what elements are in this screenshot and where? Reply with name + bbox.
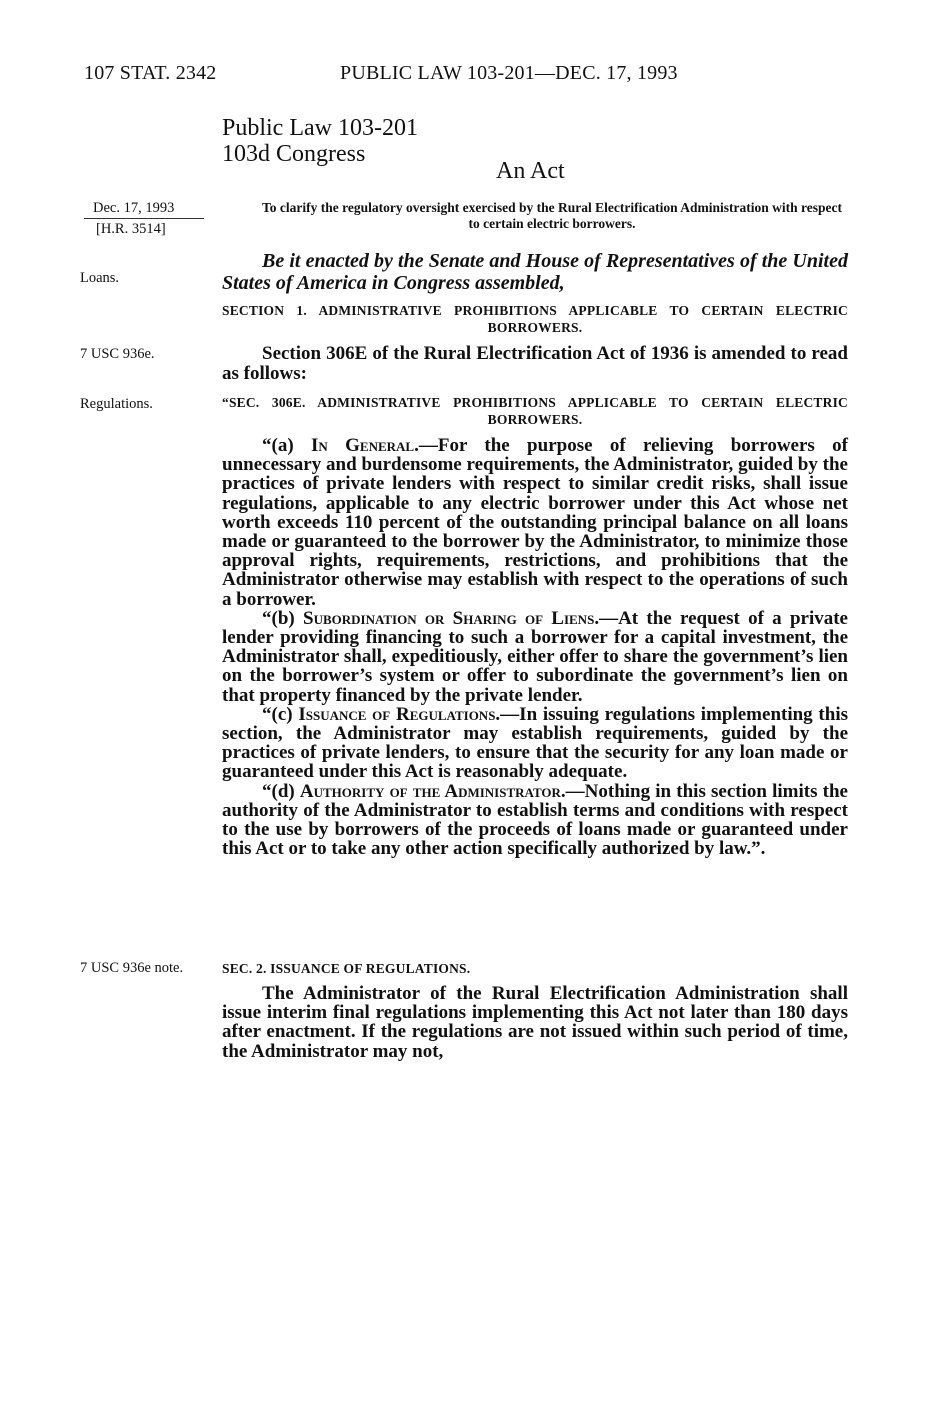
- margin-note-regulations: Regulations.: [80, 396, 153, 412]
- margin-bill-number: [H.R. 3514]: [96, 221, 166, 237]
- enacting-clause: Be it enacted by the Senate and House of Representatives of the United States of America in Congress assembled,: [222, 250, 848, 294]
- subsection-a-caption: In General: [311, 435, 415, 456]
- purpose-clause: To clarify the regulatory oversight exercised by the Rural Electrification Administration with respect to certain electric borrowers.: [262, 200, 842, 231]
- law-number-title: Public Law 103-201: [222, 115, 418, 141]
- subsection-d: [222, 782, 848, 859]
- margin-note-loans: Loans.: [80, 270, 120, 286]
- congress-title: 103d Congress: [222, 141, 366, 167]
- section-1-heading: SECTION 1. ADMINISTRATIVE PROHIBITIONS APPLICABLE TO CERTAIN ELECTRIC BORROWERS.: [222, 303, 848, 335]
- section-306e-heading: “SEC. 306E. ADMINISTRATIVE PROHIBITIONS APPLICABLE TO CERTAIN ELECTRIC BORROWERS.: [222, 395, 848, 427]
- section-1-text: Section 306E of the Rural Electrification Act of 1936 is amended to read as follows:: [222, 343, 848, 384]
- an-act-heading: An Act: [496, 158, 565, 184]
- subsection-a: [222, 436, 848, 609]
- margin-note-usc-note: 7 USC 936e note.: [80, 960, 184, 976]
- subsection-a-prefix: “(a): [262, 435, 311, 456]
- subsection-c-caption: Issuance of Regulations: [298, 703, 496, 725]
- margin-date: Dec. 17, 1993: [93, 200, 175, 216]
- margin-note-usc: 7 USC 936e.: [80, 346, 155, 362]
- subsection-b-caption: Subordination or Sharing of Liens: [303, 607, 595, 629]
- margin-divider: [84, 218, 204, 219]
- page-number-header: 107 STAT. 2342: [84, 62, 217, 84]
- subsection-b-prefix: “(b): [262, 607, 303, 629]
- subsection-b-text: .—At the request of a private lender providing financing to such a borrower for a capital investment, the Administrator shall, expeditiously, either offer to share the government’s lien on the borrower’s system or offer to subordinate the government’s lien on that property financed by the private lender.: [222, 607, 848, 706]
- subsection-d-text: .—Nothing in this section limits the authority of the Administrator to establish terms and conditions with respect to the use by borrowers of the proceeds of loans made or guaranteed under this Act or to take any other action specifically authorized by law.”.: [222, 780, 848, 860]
- running-header: PUBLIC LAW 103-201—DEC. 17, 1993: [340, 62, 678, 84]
- section-2-body: [222, 984, 848, 1061]
- subsection-c-prefix: “(c): [262, 703, 299, 725]
- section-1-body: [222, 344, 848, 384]
- subsection-c: [222, 705, 848, 782]
- subsection-d-prefix: “(d): [262, 780, 300, 802]
- subsection-a-text: .—For the purpose of relieving borrowers of unnecessary and burdensome requirements, the Administrator, guided by the practices of private lenders with respect to similar credit risks, shall issue regulations, applicable to any electric borrower under this Act whose net worth exceeds 110 percent of the outstanding principal balance on all loans made or guaranteed to the borrower by the Administrator, to minimize those approval rights, requirements, restrictions, and prohibitions that the Administrator otherwise may establish with respect to the operations of such a borrower.: [222, 435, 848, 610]
- section-2-text: The Administrator of the Rural Electrification Administration shall issue interim final regulations implementing this Act not later than 180 days after enactment. If the regulations are not issued within such period of time, the Administrator may not,: [222, 983, 848, 1062]
- section-306e-body: [222, 436, 848, 858]
- section-2-heading: SEC. 2. ISSUANCE OF REGULATIONS.: [222, 961, 471, 976]
- subsection-c-text: .—In issuing regulations implementing this section, the Administrator may establish requirements, guided by the practices of private lenders, to ensure that the security for any loan made or guaranteed under this Act is reasonably adequate.: [222, 703, 848, 783]
- subsection-d-caption: Authority of the Administrator: [299, 780, 561, 802]
- subsection-b: [222, 609, 848, 705]
